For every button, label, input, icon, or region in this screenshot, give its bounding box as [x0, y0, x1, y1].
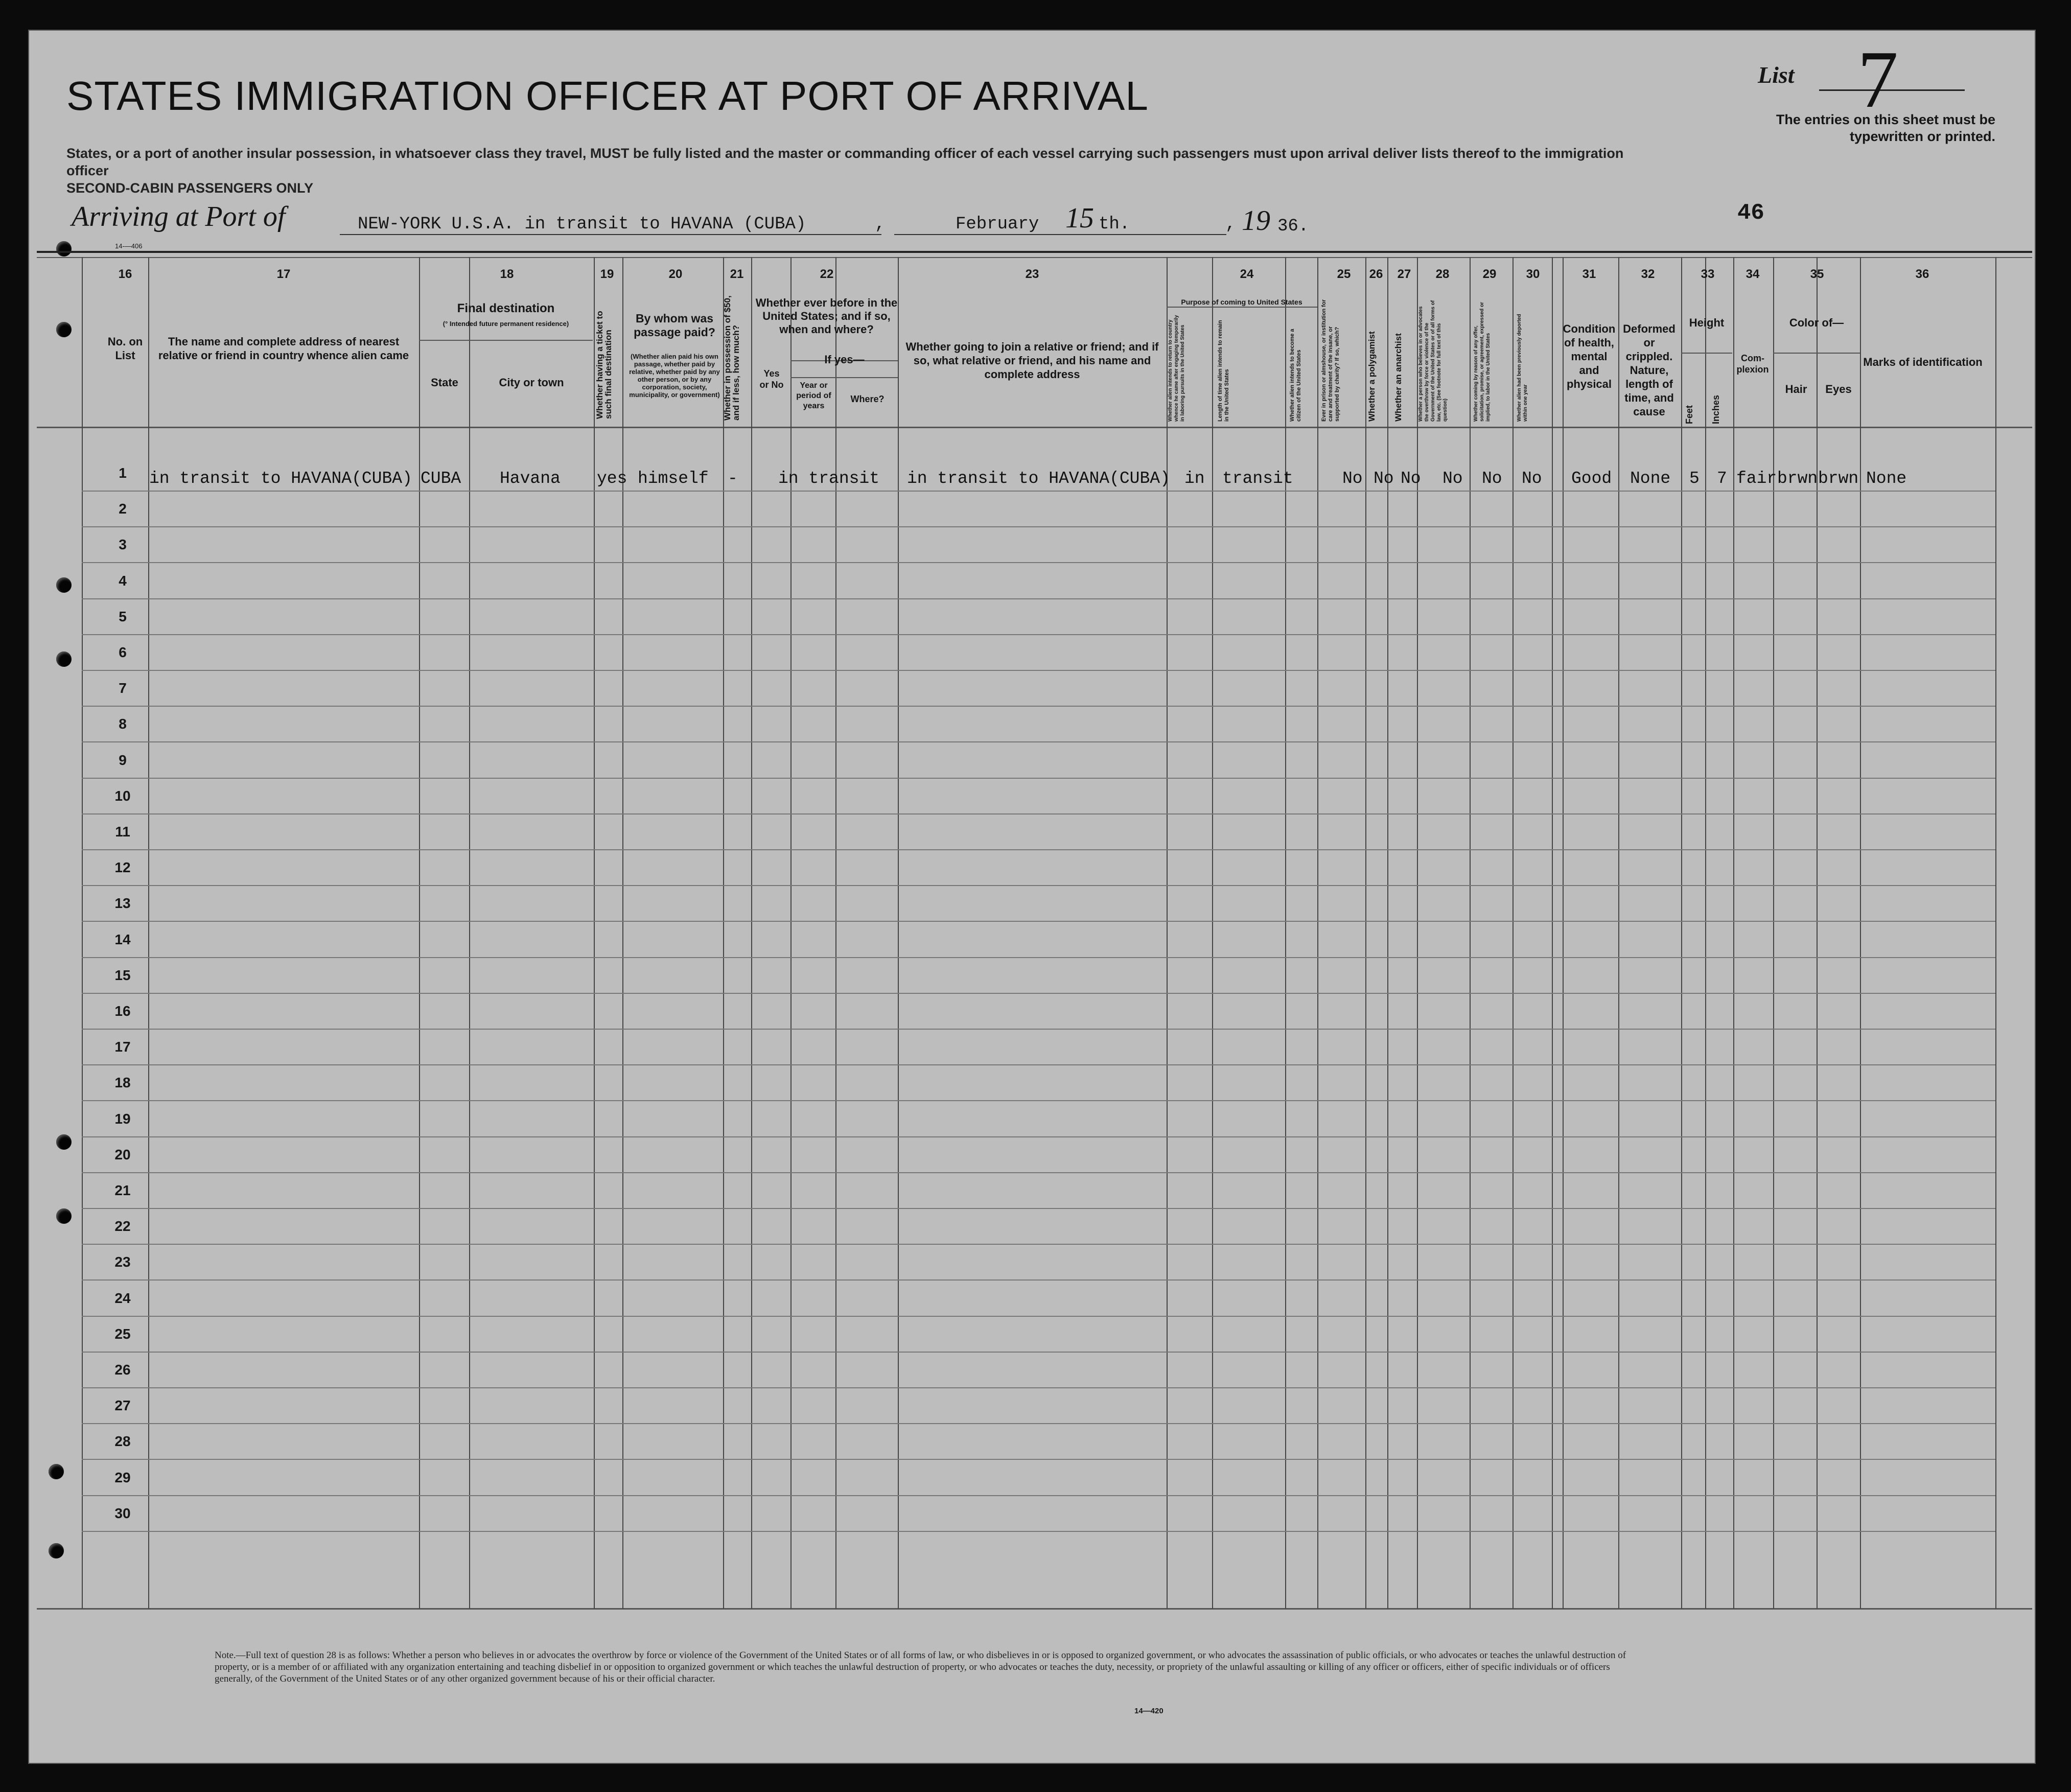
header-deformed: Deformed or crippled. Nature, length of time, and cause: [1623, 322, 1676, 418]
port-value: NEW-YORK U.S.A. in transit to HAVANA (CUBA): [358, 215, 806, 234]
column-rule: [1563, 257, 1564, 1609]
entry-ticket: yes: [597, 469, 627, 488]
row-rule: [82, 1531, 1995, 1532]
month-value: February: [956, 215, 1039, 234]
row-number: 1: [119, 465, 127, 481]
row-number: 20: [114, 1146, 131, 1162]
row-rule: [82, 634, 1995, 635]
header-city: City or town: [499, 376, 564, 389]
comma: ,: [875, 215, 886, 234]
header-no-on-list: No. on List: [107, 335, 143, 362]
row-rule: [82, 1387, 1995, 1388]
port-underline: [340, 234, 881, 235]
entry-eyes: brwn: [1818, 469, 1859, 488]
header-passage-paid-note: (Whether alien paid his own passage, whether paid by relative, whether paid by any other person, or by any corporation, society, municipality, or government): [629, 353, 720, 399]
entry-hair: brwn: [1777, 469, 1818, 488]
column-rule: [1860, 257, 1861, 1609]
height-rule: [1681, 353, 1732, 354]
column-number: 22: [820, 267, 834, 281]
row-number: 6: [119, 644, 127, 660]
row-number: 28: [114, 1433, 131, 1450]
column-rule: [419, 257, 420, 1609]
row-rule: [82, 957, 1995, 958]
row-number: 24: [114, 1290, 131, 1306]
column-rule: [1773, 257, 1774, 1609]
column-number: 17: [276, 267, 291, 281]
entry-labor-offer: No: [1482, 469, 1502, 488]
row-number: 19: [114, 1110, 131, 1127]
header-hair: Hair: [1785, 383, 1807, 395]
column-number: 18: [500, 267, 514, 281]
row-rule: [82, 1423, 1995, 1424]
row-number: 9: [119, 752, 127, 768]
column-rule: [1681, 257, 1682, 1609]
entries-note: The entries on this sheet must be typewritten or printed.: [1776, 112, 1995, 144]
row-rule: [82, 1244, 1995, 1245]
header-marks: Marks of identification: [1863, 356, 1983, 368]
row-number: 18: [114, 1075, 131, 1091]
row-rule: [82, 526, 1995, 527]
column-number: 27: [1397, 267, 1411, 281]
header-feet: Feet: [1684, 405, 1694, 424]
entry-overthrow: No: [1442, 469, 1463, 488]
column-number: 19: [600, 267, 614, 281]
column-number: 16: [118, 267, 132, 281]
column-number: 31: [1582, 267, 1596, 281]
row-number: 16: [114, 1003, 131, 1019]
binder-hole: [56, 241, 72, 257]
row-rule: [82, 598, 1995, 599]
row-number: 5: [119, 608, 127, 624]
row-rule: [82, 1279, 1995, 1281]
header-color-of: Color of—: [1789, 316, 1844, 329]
binder-hole: [49, 1464, 64, 1479]
header-final-destination-note: (° Intended future permanent residence): [443, 320, 569, 328]
row-number: 22: [114, 1218, 131, 1235]
header-polygamist: Whether a polygamist: [1367, 331, 1377, 422]
year-suffix: 36.: [1277, 217, 1309, 236]
column-rule: [1995, 257, 1996, 1609]
header-nearest-relative: The name and complete address of nearest relative or friend in country whence alien came: [158, 335, 409, 362]
entry-purpose-return: in: [1184, 469, 1205, 488]
header-final-destination: Final destination: [457, 301, 555, 315]
entry-nearest-relative: in transit to HAVANA(CUBA): [149, 469, 412, 488]
row-rule: [82, 1495, 1995, 1496]
entry-anarchist: No: [1401, 469, 1421, 488]
header-prison: Ever in prison or almshouse, or institution for care and treatment of the insane, or supported by charity? If so, which?: [1321, 299, 1340, 422]
column-rule: [1733, 257, 1734, 1609]
header-health: Condition of health, mental and physical: [1563, 322, 1616, 390]
row-number: 7: [119, 680, 127, 696]
column-number: 33: [1701, 267, 1715, 281]
binder-hole: [56, 651, 72, 667]
header-if-yes: If yes—: [824, 353, 865, 366]
header-join-relative: Whether going to join a relative or friend; and if so, what relative or friend, and his name and complete address: [905, 340, 1159, 381]
column-rule: [1365, 257, 1366, 1609]
header-overthrow: Whether a person who believes in or advocates the overthrow by force or violence of the Government of the United States or of all forms of law, etc. (See footnote for full text of this question): [1418, 300, 1448, 422]
header-eyes: Eyes: [1825, 383, 1852, 395]
row-number: 11: [115, 824, 130, 840]
row-rule: [82, 562, 1995, 563]
entry-fifty-dollars: -: [728, 469, 738, 488]
column-rule: [1387, 257, 1388, 1609]
header-deported: Whether alien had been previously deported within one year: [1517, 314, 1528, 422]
entry-state: CUBA: [421, 469, 461, 488]
header-complexion: Com-plexion: [1736, 353, 1769, 375]
row-rule: [82, 1352, 1995, 1353]
entry-prison: No: [1342, 469, 1363, 488]
entry-feet: 5: [1689, 469, 1700, 488]
column-rule: [1817, 257, 1818, 1609]
column-number: 23: [1025, 267, 1039, 281]
column-rule: [1705, 257, 1706, 1609]
binder-hole: [49, 1543, 64, 1558]
column-number: 29: [1482, 267, 1497, 281]
day-value: 15: [1065, 202, 1094, 234]
row-rule: [82, 921, 1995, 922]
header-yes-no: Yes or No: [759, 368, 784, 390]
row-rule: [82, 670, 1995, 671]
page-title: STATES IMMIGRATION OFFICER AT PORT OF ARRIVAL: [66, 73, 1149, 119]
header-state: State: [431, 376, 458, 389]
row-rule: [82, 885, 1995, 886]
header-height: Height: [1689, 316, 1725, 329]
row-number: 14: [114, 931, 131, 947]
column-rule: [751, 257, 752, 1609]
row-rule: [82, 1459, 1995, 1460]
row-number: 26: [114, 1362, 131, 1378]
row-number: 21: [114, 1182, 131, 1198]
binder-hole: [56, 1134, 72, 1150]
form-code: 14-—406: [115, 242, 143, 250]
column-rule: [1512, 257, 1514, 1609]
row-rule: [82, 993, 1995, 994]
entry-complexion: fair: [1736, 469, 1777, 488]
header-year: Year or period of years: [796, 381, 831, 410]
color-rule: [1773, 353, 1860, 354]
column-rule: [790, 257, 792, 1609]
header-purpose: Purpose of coming to United States: [1181, 298, 1302, 306]
subtitle: [66, 145, 1630, 197]
subtitle-line: States, or a port of another insular possession, in whatsoever class they travel, MUST be fully listed and the master or commanding officer of each vessel carrying such passengers must upon arrival deliver lists thereof to the immigration officer: [66, 146, 1624, 178]
column-rule: [1212, 257, 1213, 1609]
binder-hole: [56, 577, 72, 593]
column-number: 20: [668, 267, 683, 281]
row-rule: [82, 1172, 1995, 1173]
header-passage-paid: By whom was passage paid?: [634, 312, 715, 339]
entry-passage-paid: himself: [638, 469, 709, 488]
column-rule: [1470, 257, 1471, 1609]
year-prefix: 19: [1242, 205, 1270, 237]
column-number: 32: [1641, 267, 1655, 281]
column-rule: [594, 257, 595, 1609]
column-rule: [469, 257, 470, 1609]
footnote-code: 14—420: [1134, 1707, 1164, 1715]
column-number: 21: [730, 267, 744, 281]
entry-join-relative: in transit to HAVANA(CUBA): [907, 469, 1170, 488]
row-number: 10: [114, 787, 131, 804]
row-number: 30: [114, 1505, 131, 1521]
row-number: 29: [114, 1469, 131, 1485]
entry-inches: 7: [1717, 469, 1727, 488]
row-number: 15: [114, 967, 131, 983]
header-anarchist: Whether an anarchist: [1393, 333, 1403, 422]
row-number: 2: [119, 501, 127, 517]
list-label: List: [1758, 62, 1795, 88]
header-ticket: Whether having a ticket to such final destination: [595, 311, 613, 419]
page-number: 46: [1737, 200, 1764, 226]
column-rule: [835, 257, 836, 1609]
column-rule: [1285, 257, 1286, 1609]
row-rule: [82, 813, 1995, 814]
column-number: 24: [1240, 267, 1254, 281]
entry-before-in-us: in transit: [778, 469, 880, 488]
header-before-in-us: Whether ever before in the United States; and if so, when and where?: [755, 296, 898, 336]
final-destination-rule: [419, 340, 593, 341]
header-rule: [37, 251, 2032, 253]
row-rule: [82, 1029, 1995, 1030]
row-number: 23: [114, 1254, 131, 1270]
arriving-label: Arriving at Port of: [72, 201, 286, 232]
row-rule: [82, 849, 1995, 850]
header-purpose-citizen: Whether alien intends to become a citizen of the United States: [1289, 329, 1302, 422]
column-number: 30: [1526, 267, 1540, 281]
list-number: 7: [1857, 34, 1898, 125]
entry-polygamist: No: [1374, 469, 1394, 488]
column-number: 34: [1746, 267, 1760, 281]
date-underline: [894, 234, 1226, 235]
row-number: 3: [119, 537, 127, 553]
binder-hole: [56, 322, 72, 337]
header-labor-offer: Whether coming by reason of any offer, solicitation, promise, or agreement, expressed or implied, to labor in the United States: [1473, 302, 1491, 422]
manifest-sheet: [28, 30, 2036, 1764]
entry-purpose-length: transit: [1222, 469, 1293, 488]
day-suffix: th.: [1099, 215, 1130, 234]
binder-hole: [56, 1208, 72, 1224]
row-number: 13: [114, 895, 131, 912]
header-purpose-return: Whether alien intends to return to country whence he came after engaging temporarily in laboring pursuits in the United States: [1168, 315, 1185, 422]
row-number: 17: [114, 1039, 131, 1055]
header-fifty-dollars: Whether in possession of $50, and if less, how much?: [723, 295, 741, 421]
header-purpose-length: Length of time alien intends to remain in the United States: [1217, 320, 1230, 422]
entry-marks: None: [1866, 469, 1907, 488]
row-rule: [82, 1316, 1995, 1317]
column-number: 35: [1810, 267, 1824, 281]
row-rule: [82, 1208, 1995, 1209]
row-number: 27: [114, 1398, 131, 1414]
header-where: Where?: [850, 394, 885, 404]
row-rule: [82, 1136, 1995, 1137]
column-rule: [1317, 257, 1318, 1609]
entry-deported: No: [1522, 469, 1542, 488]
ifyes-sub-rule: [790, 377, 898, 378]
column-rule: [622, 257, 623, 1609]
row-rule: [82, 706, 1995, 707]
row-number: 12: [114, 859, 131, 876]
row-rule: [82, 741, 1995, 742]
column-number: 28: [1435, 267, 1450, 281]
column-number: 25: [1337, 267, 1351, 281]
column-rule: [1552, 257, 1553, 1609]
entry-deformed: None: [1630, 469, 1671, 488]
comma: ,: [1225, 215, 1236, 234]
column-rule: [723, 257, 724, 1609]
entry-city: Havana: [500, 469, 561, 488]
row-number: 8: [119, 716, 127, 732]
row-rule: [82, 778, 1995, 779]
row-number: 25: [114, 1325, 131, 1342]
row-rule: [82, 491, 1995, 492]
column-rule: [1167, 257, 1168, 1609]
row-rule: [82, 1064, 1995, 1065]
column-number: 36: [1915, 267, 1929, 281]
row-number: 4: [119, 572, 127, 589]
entry-health: Good: [1571, 469, 1612, 488]
subtitle-line: SECOND-CABIN PASSENGERS ONLY: [66, 180, 314, 196]
row-rule: [82, 1100, 1995, 1101]
column-number: 26: [1369, 267, 1383, 281]
column-rule: [1417, 257, 1418, 1609]
header-inches: Inches: [1711, 394, 1721, 424]
footnote: Note.—Full text of question 28 is as follows: Whether a person who believes in or advocates the overthrow by force or violence of the Government of the United States or of all forms of law, or who disbelieves in or is opposed to organized government, or who advocates the assassination of public officials, or who advocates or teaches the unlawful destruction of property, or is a member of or affiliated with any organization entertaining and teaching disbelief in or opposition to organized government or which teaches the unlawful destruction of property, or who advocates or teaches the duty, necessity, or propriety of the unlawful assaulting or killing of any officer or officers, either of specific individuals or of officers generally, of the Government of the United States or of any other organized government because of his or their official character.: [215, 1650, 1626, 1684]
column-rule: [1618, 257, 1619, 1609]
column-rule: [898, 257, 899, 1609]
